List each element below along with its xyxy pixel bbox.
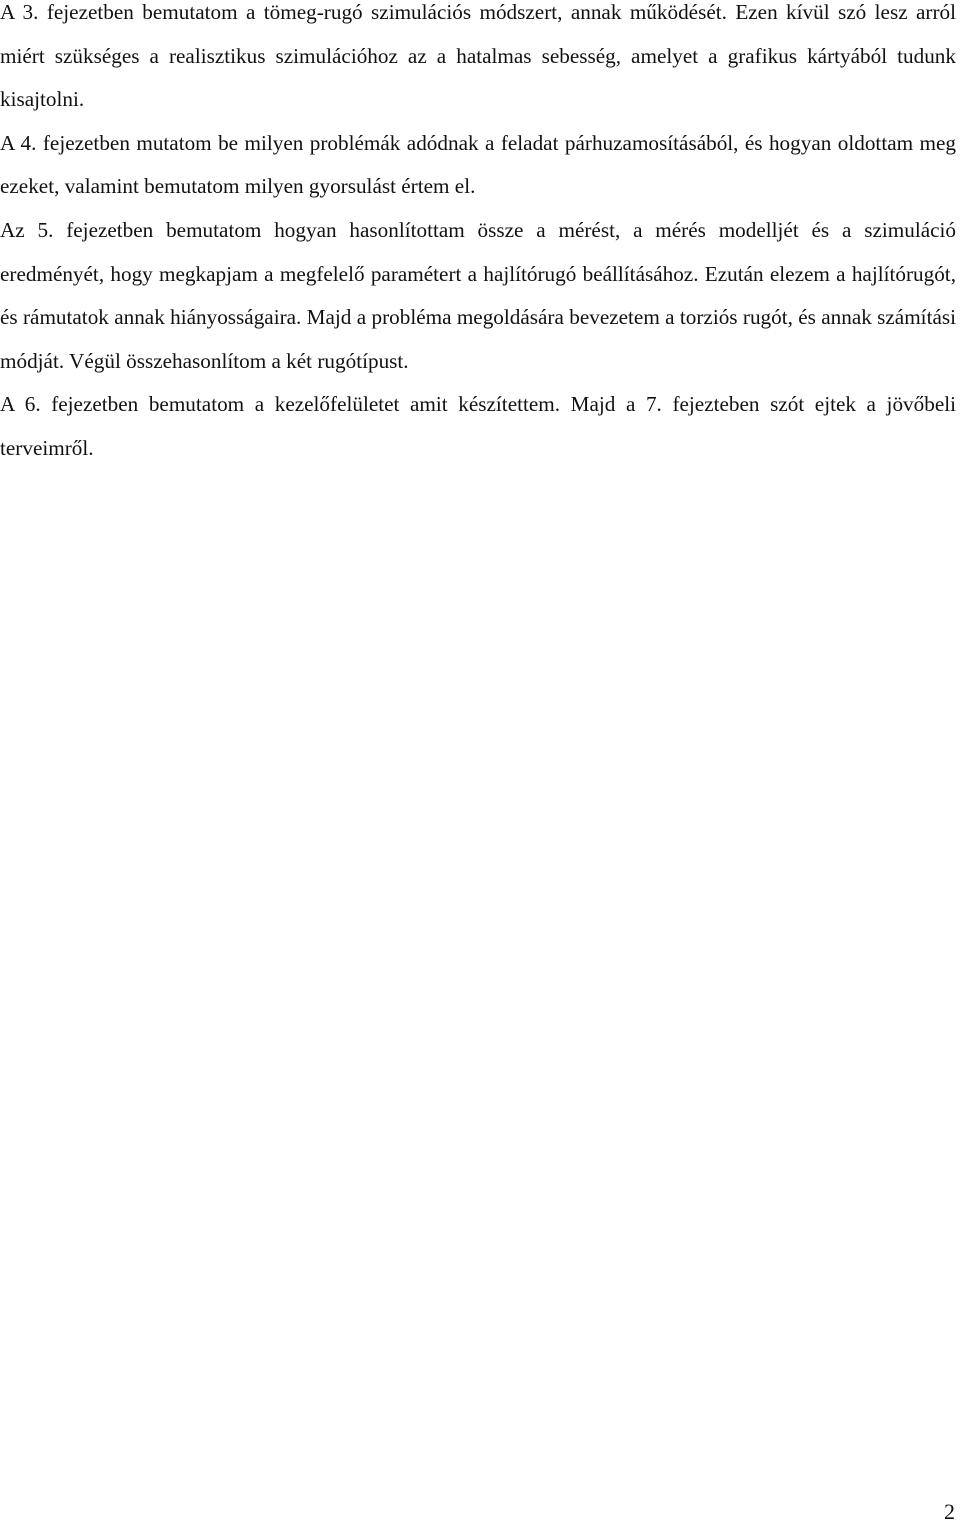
page-number: 2 <box>944 1499 955 1524</box>
paragraph-chapter-4: A 4. fejezetben mutatom be milyen problémák adódnak a feladat párhuzamosításából, és hogyan oldottam meg ezeket, valamint bemutatom milyen gyorsulást értem el. <box>0 130 956 199</box>
paragraph-chapter-3: A 3. fejezetben bemutatom a tömeg-rugó szimulációs módszert, annak működését. Ezen kívül szó lesz arról miért szükséges a realisztikus szimulációhoz az a hatalmas sebesség, amelyet a grafikus kártyából tudunk kisajtolni. <box>0 0 956 112</box>
paragraph-chapter-5: Az 5. fejezetben bemutatom hogyan hasonlítottam össze a mérést, a mérés modelljét és a szimuláció eredményét, hogy megkapjam a megfelelő paramétert a hajlítórugó beállításához. Ezután elezem a hajlítórugót, és rámutatok annak hiányosságaira. Majd a probléma megoldására bevezetem a torziós rugót, és annak számítási módját. Végül összehasonlítom a két rugótípust. <box>0 217 956 373</box>
body-text <box>0 0 956 471</box>
paragraph-chapter-6-7: A 6. fejezetben bemutatom a kezelőfelületet amit készítettem. Majd a 7. fejezteben szót ejtek a jövőbeli terveimről. <box>0 392 956 460</box>
